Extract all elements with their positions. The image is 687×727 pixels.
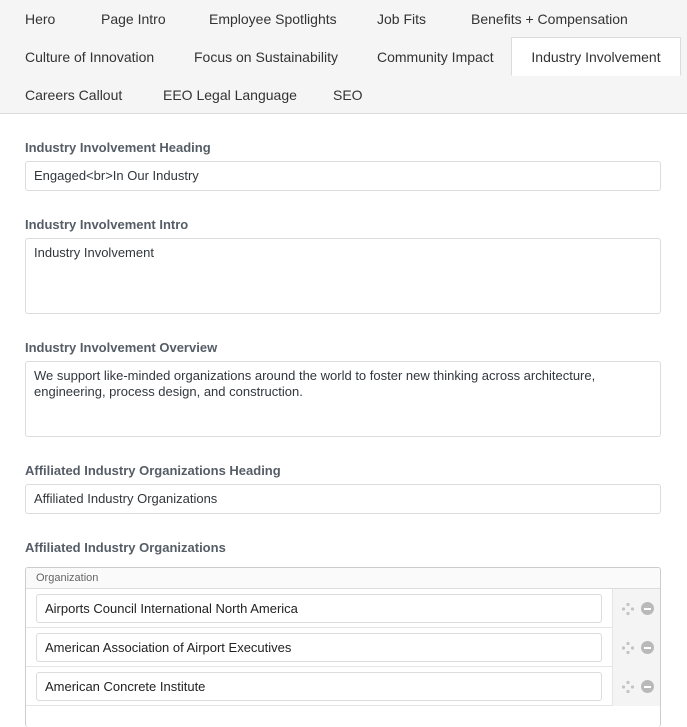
tab-focus-on-sustainability[interactable]: Focus on Sustainability <box>194 38 338 76</box>
organizations-repeater <box>25 567 661 727</box>
table-row <box>26 667 660 706</box>
affiliated-orgs-field-label: Affiliated Industry Organizations <box>25 540 226 555</box>
table-row <box>26 628 660 667</box>
row-actions <box>612 628 660 667</box>
move-icon[interactable] <box>621 641 635 655</box>
heading-input[interactable]: Engaged<br>In Our Industry <box>25 161 661 191</box>
overview-field-label: Industry Involvement Overview <box>25 340 217 355</box>
tab-careers-callout[interactable]: Careers Callout <box>25 76 122 114</box>
organization-input[interactable]: Airports Council International North America <box>36 594 602 623</box>
tab-benefits-compensation[interactable]: Benefits + Compensation <box>471 0 628 38</box>
remove-icon[interactable] <box>641 602 654 615</box>
move-icon[interactable] <box>621 602 635 616</box>
row-actions <box>612 589 660 628</box>
tab-bar <box>0 0 687 114</box>
tab-job-fits[interactable]: Job Fits <box>377 0 426 38</box>
tab-page-intro[interactable]: Page Intro <box>101 0 166 38</box>
heading-field-label: Industry Involvement Heading <box>25 140 211 155</box>
row-actions <box>612 667 660 706</box>
table-row <box>26 589 660 628</box>
tab-community-impact[interactable]: Community Impact <box>377 38 494 76</box>
remove-icon[interactable] <box>641 641 654 654</box>
remove-icon[interactable] <box>641 680 654 693</box>
tab-seo[interactable]: SEO <box>333 76 363 114</box>
affiliated-heading-input[interactable]: Affiliated Industry Organizations <box>25 484 661 514</box>
affiliated-heading-field-label: Affiliated Industry Organizations Heading <box>25 463 281 478</box>
tab-hero[interactable]: Hero <box>25 0 55 38</box>
tab-panel <box>0 114 687 709</box>
organization-input[interactable]: American Concrete Institute <box>36 672 602 701</box>
organization-input[interactable]: American Association of Airport Executives <box>36 633 602 662</box>
tab-industry-involvement[interactable]: Industry Involvement <box>511 37 681 76</box>
tab-employee-spotlights[interactable]: Employee Spotlights <box>209 0 337 38</box>
intro-textarea[interactable]: Industry Involvement <box>25 238 661 314</box>
tab-culture-of-innovation[interactable]: Culture of Innovation <box>25 38 154 76</box>
intro-field-label: Industry Involvement Intro <box>25 217 188 232</box>
move-icon[interactable] <box>621 680 635 694</box>
organization-column-header: Organization <box>26 568 660 589</box>
overview-textarea[interactable]: We support like-minded organizations around the world to foster new thinking across architecture, engineering, process design, and construction. <box>25 361 661 437</box>
tab-eeo-legal-language[interactable]: EEO Legal Language <box>163 76 297 114</box>
